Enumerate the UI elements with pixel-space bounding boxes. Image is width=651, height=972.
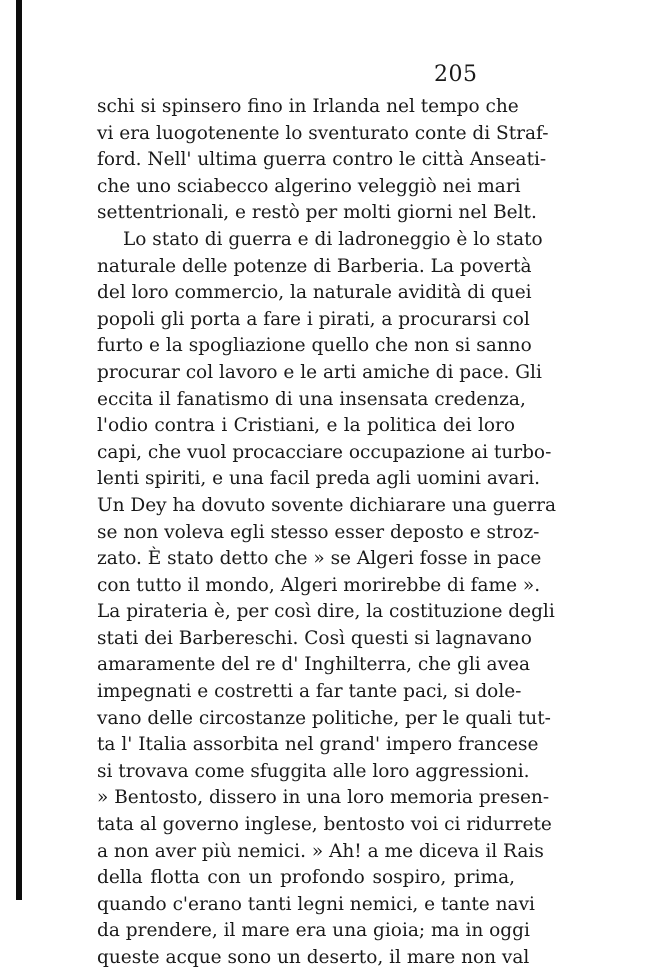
page-number: 205: [434, 62, 478, 87]
text-line: della flotta con un profondo sospiro, prima,: [97, 867, 515, 889]
text-line: del loro commercio, la naturale avidità di quei: [97, 282, 532, 304]
text-line: con tutto il mondo, Algeri morirebbe di fame ».: [97, 574, 541, 596]
text-line: La pirateria è, per così dire, la costituzione degli: [97, 601, 555, 623]
text-line: ford. Nell' ultima guerra contro le città Anseati-: [97, 149, 547, 171]
body-text: [97, 94, 557, 972]
text-line: quando c'erano tanti legni nemici, e tante navi: [97, 893, 535, 915]
text-line: » Bentosto, dissero in una loro memoria presen-: [97, 787, 550, 809]
text-line: settentrionali, e restò per molti giorni nel Belt.: [97, 202, 537, 224]
text-line: schi si spinsero fino in Irlanda nel tempo che: [97, 96, 519, 117]
text-line: furto e la spogliazione quello che non si sanno: [97, 335, 532, 357]
text-line: si trovava come sfuggita alle loro aggressioni.: [97, 760, 530, 782]
text-line: amaramente del re d' Inghilterra, che gli avea: [97, 654, 531, 676]
text-line: a non aver più nemici. » Ah! a me diceva il Rais: [97, 840, 544, 862]
text-line: queste acque sono un deserto, il mare non val: [97, 947, 530, 968]
book-spine-edge: [16, 0, 22, 900]
text-line: eccita il fanatismo di una insensata credenza,: [97, 388, 526, 410]
paragraph-start-line: Lo stato di guerra e di ladroneggio è lo stato: [123, 228, 543, 250]
text-line: stati dei Barbereschi. Così questi si lagnavano: [97, 627, 532, 649]
text-line: Un Dey ha dovuto sovente dichiarare una guerra: [97, 494, 557, 516]
text-line: procurar col lavoro e le arti amiche di pace. Gli: [97, 361, 542, 383]
text-line: vano delle circostanze politiche, per le quali tut-: [97, 707, 551, 729]
text-line: l'odio contra i Cristiani, e la politica dei loro: [97, 415, 515, 437]
text-line: impegnati e costretti a far tante paci, si dole-: [97, 681, 522, 703]
text-line: zato. È stato detto che » se Algeri fosse in pace: [97, 548, 542, 570]
text-line: tata al governo inglese, bentosto voi ci ridurrete: [97, 814, 552, 836]
text-line: vi era luogotenente lo sventurato conte di Straf-: [97, 122, 549, 144]
text-line: che uno sciabecco algerino veleggiò nei mari: [97, 175, 521, 197]
text-line: lenti spiriti, e una facil preda agli uomini avari.: [97, 468, 541, 490]
text-line: naturale delle potenze di Barberia. La povertà: [97, 255, 532, 277]
text-line: se non voleva egli stesso esser deposto e stroz-: [97, 521, 540, 543]
text-line: popoli gli porta a fare i pirati, a procurarsi col: [97, 308, 530, 330]
text-line: da prendere, il mare era una gioia; ma in oggi: [97, 920, 530, 942]
text-line: ta l' Italia assorbita nel grand' impero francese: [97, 734, 539, 756]
text-line: capi, che vuol procacciare occupazione ai turbo-: [97, 441, 552, 463]
